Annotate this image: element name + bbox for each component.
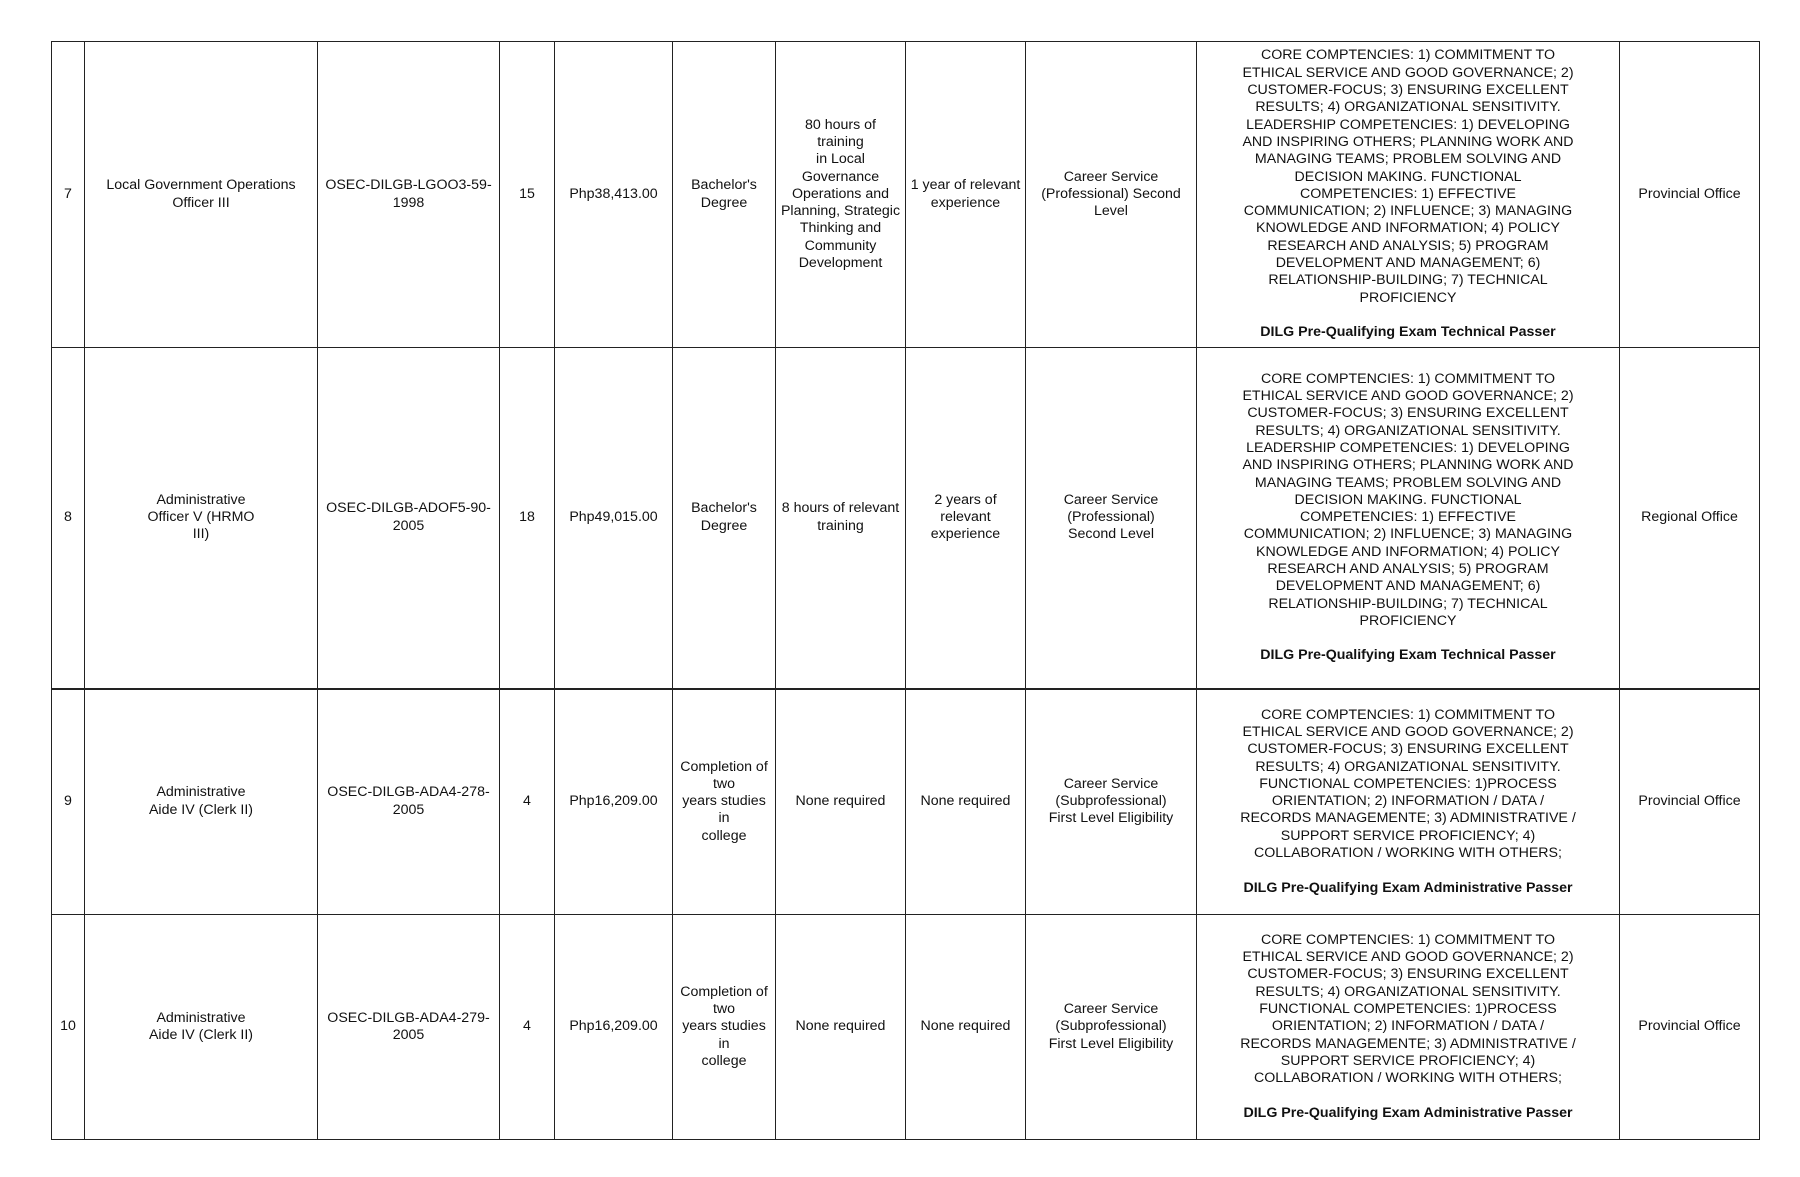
eligibility-requirement: Career Service (Professional) Second Level	[1026, 348, 1197, 689]
competency-text: CORE COMPTENCIES: 1) COMMITMENT TO ETHICAL SERVICE AND GOOD GOVERNANCE; 2) CUSTOMER-FOCUS; 3) ENSURING EXCELLENT RESULTS; 4) ORGANIZATIONAL SENSITIVITY. FUNCTIONAL COMPETENCIES: 1)PROCESS ORIENTATION; 2) INFORMATION / DATA / RECORDS MANAGEMENTE; 3) ADMINISTRATIVE / SUPPORT SERVICE PROFICIENCY; 4) COLLABORATION / WORKING WITH OTHERS;	[1240, 931, 1576, 1087]
salary-grade: 15	[500, 42, 555, 348]
eligibility-requirement: Career Service (Subprofessional) First Level Eligibility	[1026, 915, 1197, 1140]
place-of-assignment: Provincial Office	[1620, 42, 1760, 348]
exam-requirement: DILG Pre-Qualifying Exam Administrative Passer	[1243, 879, 1573, 896]
row-number: 10	[52, 915, 85, 1140]
experience-requirement: None required	[906, 915, 1026, 1140]
salary-grade: 18	[500, 348, 555, 689]
plantilla-item-number: OSEC-DILGB-ADA4-279- 2005	[318, 915, 500, 1140]
table-row	[52, 915, 1760, 1140]
exam-requirement: DILG Pre-Qualifying Exam Administrative Passer	[1243, 1104, 1573, 1121]
salary-grade: 4	[500, 689, 555, 915]
exam-requirement: DILG Pre-Qualifying Exam Technical Passer	[1260, 324, 1556, 341]
position-title: Administrative Officer V (HRMO III)	[85, 348, 318, 689]
plantilla-item-number: OSEC-DILGB-LGOO3-59- 1998	[318, 42, 500, 348]
competency-cell	[1197, 348, 1620, 689]
position-title: Administrative Aide IV (Clerk II)	[85, 915, 318, 1140]
plantilla-item-number: OSEC-DILGB-ADOF5-90- 2005	[318, 348, 500, 689]
exam-requirement: DILG Pre-Qualifying Exam Technical Passer	[1260, 647, 1556, 664]
place-of-assignment: Provincial Office	[1620, 915, 1760, 1140]
row-number: 8	[52, 348, 85, 689]
table-row	[52, 348, 1760, 689]
eligibility-requirement: Career Service (Professional) Second Level	[1026, 42, 1197, 348]
monthly-salary: Php38,413.00	[555, 42, 673, 348]
competency-text: CORE COMPTENCIES: 1) COMMITMENT TO ETHICAL SERVICE AND GOOD GOVERNANCE; 2) CUSTOMER-FOCUS; 3) ENSURING EXCELLENT RESULTS; 4) ORGANIZATIONAL SENSITIVITY. FUNCTIONAL COMPETENCIES: 1)PROCESS ORIENTATION; 2) INFORMATION / DATA / RECORDS MANAGEMENTE; 3) ADMINISTRATIVE / SUPPORT SERVICE PROFICIENCY; 4) COLLABORATION / WORKING WITH OTHERS;	[1240, 706, 1576, 861]
table-row	[52, 42, 1760, 348]
plantilla-item-number: OSEC-DILGB-ADA4-278- 2005	[318, 689, 500, 915]
training-requirement: None required	[776, 915, 906, 1140]
place-of-assignment: Regional Office	[1620, 348, 1760, 689]
competency-text: CORE COMPTENCIES: 1) COMMITMENT TO ETHICAL SERVICE AND GOOD GOVERNANCE; 2) CUSTOMER-FOCUS; 3) ENSURING EXCELLENT RESULTS; 4) ORGANIZATIONAL SENSITIVITY. LEADERSHIP COMPETENCIES: 1) DEVELOPING AND INSPIRING OTHERS; PLANNING WORK AND MANAGING TEAMS; PROBLEM SOLVING AND DECISION MAKING. FUNCTIONAL COMPETENCIES: 1) EFFECTIVE COMMUNICATION; 2) INFLUENCE; 3) MANAGING KNOWLEDGE AND INFORMATION; 4) POLICY RESEARCH AND ANALYSIS; 5) PROGRAM DEVELOPMENT AND MANAGEMENT; 6) RELATIONSHIP-BUILDING; 7) TECHNICAL PROFICIENCY	[1242, 370, 1574, 629]
row-number: 7	[52, 42, 85, 348]
training-requirement: 8 hours of relevant training	[776, 348, 906, 689]
education-requirement: Completion of two years studies in college	[673, 915, 776, 1140]
education-requirement: Bachelor's Degree	[673, 42, 776, 348]
position-title: Local Government Operations Officer III	[85, 42, 318, 348]
monthly-salary: Php16,209.00	[555, 689, 673, 915]
position-title: Administrative Aide IV (Clerk II)	[85, 689, 318, 915]
competency-cell	[1197, 689, 1620, 915]
place-of-assignment: Provincial Office	[1620, 689, 1760, 915]
experience-requirement: None required	[906, 689, 1026, 915]
education-requirement: Completion of two years studies in college	[673, 689, 776, 915]
eligibility-requirement: Career Service (Subprofessional) First Level Eligibility	[1026, 689, 1197, 915]
competency-text: CORE COMPTENCIES: 1) COMMITMENT TO ETHICAL SERVICE AND GOOD GOVERNANCE; 2) CUSTOMER-FOCUS; 3) ENSURING EXCELLENT RESULTS; 4) ORGANIZATIONAL SENSITIVITY. LEADERSHIP COMPETENCIES: 1) DEVELOPING AND INSPIRING OTHERS; PLANNING WORK AND MANAGING TEAMS; PROBLEM SOLVING AND DECISION MAKING. FUNCTIONAL COMPETENCIES: 1) EFFECTIVE COMMUNICATION; 2) INFLUENCE; 3) MANAGING KNOWLEDGE AND INFORMATION; 4) POLICY RESEARCH AND ANALYSIS; 5) PROGRAM DEVELOPMENT AND MANAGEMENT; 6) RELATIONSHIP-BUILDING; 7) TECHNICAL PROFICIENCY	[1242, 47, 1574, 306]
monthly-salary: Php16,209.00	[555, 915, 673, 1140]
table-row	[52, 689, 1760, 915]
row-number: 9	[52, 689, 85, 915]
monthly-salary: Php49,015.00	[555, 348, 673, 689]
education-requirement: Bachelor's Degree	[673, 348, 776, 689]
salary-grade: 4	[500, 915, 555, 1140]
experience-requirement: 2 years of relevant experience	[906, 348, 1026, 689]
competency-cell	[1197, 42, 1620, 348]
competency-cell	[1197, 915, 1620, 1140]
training-requirement: 80 hours of training in Local Governance Operations and Planning, Strategic Thinking and Community Development	[776, 42, 906, 348]
experience-requirement: 1 year of relevant experience	[906, 42, 1026, 348]
vacancy-table	[51, 41, 1760, 1140]
training-requirement: None required	[776, 689, 906, 915]
